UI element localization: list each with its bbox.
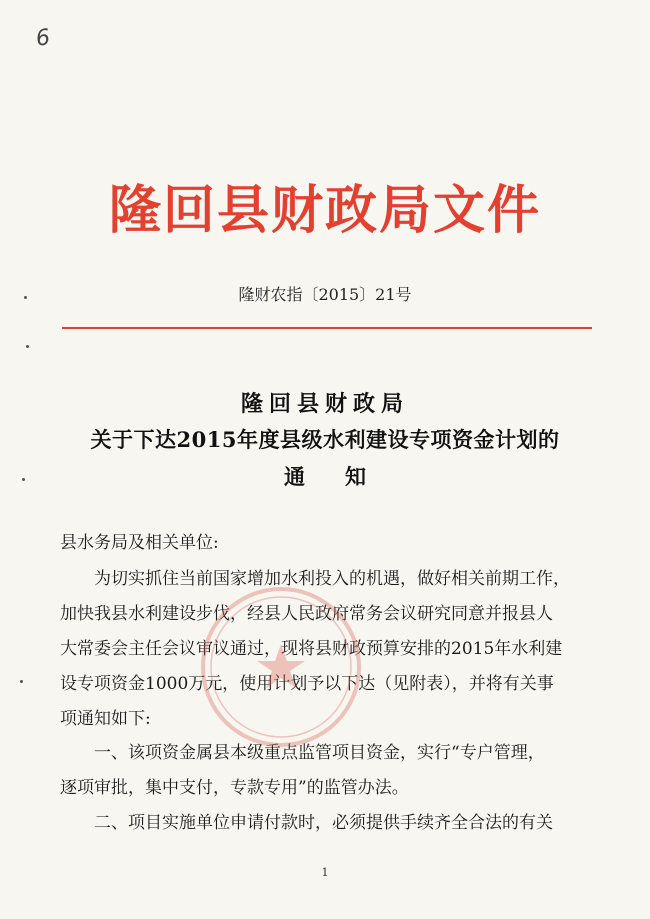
scan-speck: [20, 680, 23, 683]
official-seal-stamp: [196, 582, 366, 752]
notice-heading-issuer: 隆回县财政局: [240, 391, 409, 417]
paragraph-line: 项通知如下:: [60, 709, 151, 729]
paragraph-line: 二、项目实施单位申请付款时，必须提供手续齐全合法的有关: [60, 813, 553, 833]
paragraph-line: 逐项审批，集中支付，专款专用”的监管办法。: [60, 778, 409, 798]
paragraph-line: 大常委会主任会议审议通过，现将县财政预算安排的2015年水利建: [60, 639, 563, 659]
notice-heading-type: 通知: [284, 464, 406, 489]
handwritten-mark: 6: [34, 25, 52, 52]
notice-heading-subject: 关于下达2015年度县级水利建设专项资金计划的: [90, 427, 560, 452]
red-divider-rule: [62, 327, 592, 329]
document-title: 隆回县财政局文件: [108, 180, 541, 241]
paragraph-item-two: [60, 806, 595, 841]
paragraph-line: 设专项资金1000万元，使用计划予以下达（见附表），并将有关事: [60, 674, 554, 694]
addressee-line: 县水务局及相关单位:: [60, 533, 219, 553]
page-number: 1: [321, 866, 329, 879]
scan-speck: [26, 345, 29, 348]
document-number: 隆财农指〔2015〕21号: [238, 285, 412, 304]
paragraph-line: 一、该项资金属县本级重点监管项目资金，实行“专户管理，: [60, 743, 545, 763]
paragraph-line: 加快我县水利建设步伐，经县人民政府常务会议研究同意并报县人: [60, 604, 553, 624]
paragraph-line: 为切实抓住当前国家增加水利投入的机遇，做好相关前期工作，: [60, 569, 570, 589]
